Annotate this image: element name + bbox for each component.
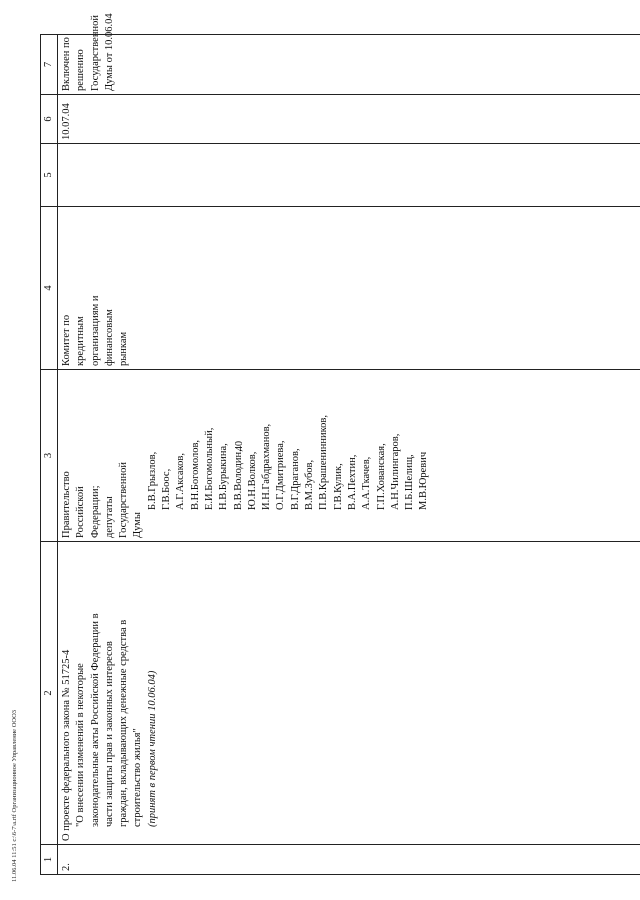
initiator-line: Государственной [118,462,130,538]
column-header-6: 6 [41,95,58,144]
date-value: 10.07.04 [61,103,72,140]
column-header-3: 3 [41,370,58,542]
deputy-name: В.М.Зубов, [304,459,316,510]
deputy-name: В.Н.Богомолов, [189,439,201,510]
deputy-name: В.А.Пехтин, [346,454,358,510]
deputy-name: В.В.Володин, [232,449,244,510]
deputy-name: М.В.Юревич [418,451,430,510]
deputy-name: А.Н.Чилингаров, [389,433,401,510]
initiators-cell [58,370,640,542]
column-header-5: 5 [41,144,58,207]
committee-line: рынкам [118,331,130,366]
deputy-name: В.Г.Драганов, [289,448,301,510]
deputy-name: П.Б.Шелищ, [404,454,416,510]
date-cell [58,95,640,144]
bill-title-line: О проекте федерального закона № 51725-4 [61,649,72,841]
deputy-name: Н.В.Бурыкина, [218,443,230,510]
deputy-name: О.Г.Дмитриева, [275,440,287,510]
status-line: Включен по [61,37,72,91]
initiator-line: депутаты [103,496,115,538]
row-number-cell [58,845,640,875]
deputy-name: Е.И.Богомольный, [203,427,215,510]
print-footer: 11.06.04 11:51 с:\6-7\а.rtf Организационное Управление ООО3 [11,709,18,882]
deputy-name: А.А.Ткачев, [361,456,373,510]
committee-line: финансовым [103,309,115,366]
table-header-row [41,35,58,875]
committee-line: Комитет по [61,314,72,366]
committee-line: кредитным [75,316,87,366]
column-header-7: 7 [41,35,58,95]
committee-line: организациям и [89,295,101,366]
initiator-line: Правительство [61,471,72,538]
bill-title [60,545,160,841]
status-cell [58,13,640,95]
bill-title-line: законодательные акты Российской Федерации в [89,613,101,827]
row-number: 2. [61,863,72,871]
deputy-name: Б.В.Грызлов, [146,451,158,510]
committee-cell [58,207,640,370]
first-reading-note: (принят в первом чтении 10.06.04) [146,670,158,827]
deputy-name: Г.В.Кулик, [332,463,344,510]
deputy-name: Ю.Н.Волков, [246,451,258,510]
page-number: 40 [234,441,245,451]
column-5-cell [58,144,640,207]
deputy-name: А.Г.Аксаков, [175,453,187,510]
status-line: решению [75,49,87,91]
column-header-1: 1 [41,845,58,875]
initiator-line: Федерации; [89,485,101,538]
bill-title-cell [58,542,640,845]
status-line: Государственной [89,15,101,91]
bill-title-line: граждан, вкладывающих денежные средства в [118,619,130,827]
table-row [58,35,640,875]
column-header-2: 2 [41,542,58,845]
status-line: Думы от 10.06.04 [103,13,115,91]
bill-title-line: строительство жилья" [132,728,144,827]
initiator-line: Думы [132,512,144,538]
deputy-name: Г.В.Боос, [161,468,173,510]
initiator-line: Российской [75,486,87,538]
deputy-name: Г.П.Хованская, [375,443,387,510]
deputies-list [146,373,432,538]
column-header-4: 4 [41,207,58,370]
rotated-table-container [40,13,640,875]
bill-title-line: части защиты прав и законных интересов [103,641,115,827]
bill-title-line: "О внесении изменений в некоторые [75,663,87,827]
deputy-name: И.Н.Габдрахманов, [261,423,273,510]
agenda-table [40,13,640,875]
deputy-name: П.В.Крашенинников, [318,415,330,510]
